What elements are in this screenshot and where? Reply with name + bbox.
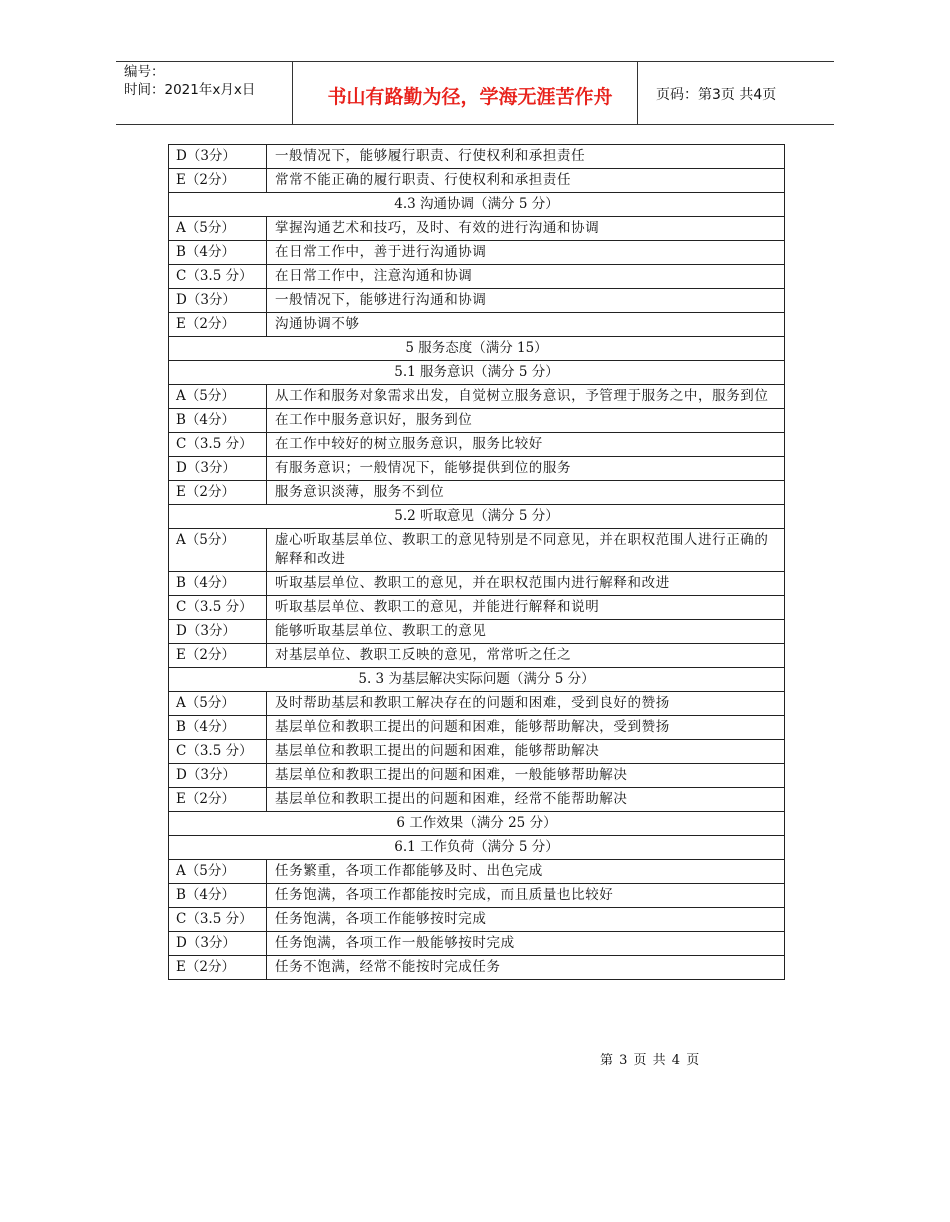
grade-cell: C（3.5 分） [169,596,267,620]
table-row [169,572,785,596]
grading-table-body [169,145,785,980]
section-header-row [169,812,785,836]
header-divider [637,62,638,124]
time-line: 时间：2021年x月x日 [124,82,256,98]
criteria-cell: 沟通协调不够 [267,313,785,337]
criteria-cell: 虚心听取基层单位、教职工的意见特别是不同意见，并在职权范围人进行正确的解释和改进 [267,529,785,572]
criteria-cell: 一般情况下，能够履行职责、行使权利和承担责任 [267,145,785,169]
table-row [169,433,785,457]
criteria-cell: 能够听取基层单位、教职工的意见 [267,620,785,644]
header-meta [124,62,292,124]
section-title: 6.1 工作负荷（满分 5 分） [169,836,785,860]
section-header-row [169,193,785,217]
criteria-cell: 及时帮助基层和教职工解决存在的问题和困难，受到良好的赞扬 [267,692,785,716]
table-row [169,481,785,505]
grade-cell: D（3分） [169,457,267,481]
grade-cell: C（3.5 分） [169,265,267,289]
table-row [169,145,785,169]
criteria-cell: 常常不能正确的履行职责、行使权利和承担责任 [267,169,785,193]
table-row [169,644,785,668]
table-row [169,409,785,433]
grade-cell: B（4分） [169,409,267,433]
criteria-cell: 基层单位和教职工提出的问题和困难，能够帮助解决，受到赞扬 [267,716,785,740]
id-label: 编号： [124,64,165,80]
table-row [169,764,785,788]
table-row [169,385,785,409]
table-row [169,289,785,313]
table-row [169,241,785,265]
table-row [169,169,785,193]
grade-cell: E（2分） [169,313,267,337]
criteria-cell: 任务饱满，各项工作都能按时完成，而且质量也比较好 [267,884,785,908]
table-row [169,788,785,812]
grade-cell: E（2分） [169,481,267,505]
criteria-cell: 服务意识淡薄，服务不到位 [267,481,785,505]
grade-cell: A（5分） [169,529,267,572]
table-row [169,596,785,620]
grade-cell: D（3分） [169,932,267,956]
grade-cell: D（3分） [169,764,267,788]
criteria-cell: 任务饱满，各项工作一般能够按时完成 [267,932,785,956]
section-title: 5.2 听取意见（满分 5 分） [169,505,785,529]
criteria-cell: 基层单位和教职工提出的问题和困难，经常不能帮助解决 [267,788,785,812]
grade-cell: E（2分） [169,644,267,668]
page-header [116,61,834,125]
criteria-cell: 在工作中较好的树立服务意识，服务比较好 [267,433,785,457]
page-footer: 第 3 页 共 4 页 [600,1053,701,1068]
section-header-row [169,337,785,361]
grade-cell: A（5分） [169,860,267,884]
table-row [169,217,785,241]
grade-cell: A（5分） [169,385,267,409]
criteria-cell: 对基层单位、教职工反映的意见，常常听之任之 [267,644,785,668]
criteria-cell: 基层单位和教职工提出的问题和困难，一般能够帮助解决 [267,764,785,788]
table-row [169,932,785,956]
section-header-row [169,361,785,385]
table-row [169,620,785,644]
grade-cell: C（3.5 分） [169,740,267,764]
grade-cell: B（4分） [169,572,267,596]
table-row [169,457,785,481]
table-row [169,716,785,740]
table-row [169,313,785,337]
grade-cell: D（3分） [169,145,267,169]
table-row [169,884,785,908]
grade-cell: E（2分） [169,169,267,193]
criteria-cell: 有服务意识；一般情况下，能够提供到位的服务 [267,457,785,481]
criteria-cell: 一般情况下，能够进行沟通和协调 [267,289,785,313]
table-row [169,692,785,716]
section-header-row [169,668,785,692]
grade-cell: B（4分） [169,884,267,908]
table-row [169,908,785,932]
grade-cell: C（3.5 分） [169,433,267,457]
header-motto: 书山有路勤为径，学海无涯苦作舟 [327,85,613,108]
criteria-cell: 掌握沟通艺术和技巧，及时、有效的进行沟通和协调 [267,217,785,241]
section-title: 4.3 沟通协调（满分 5 分） [169,193,785,217]
grade-cell: C（3.5 分） [169,908,267,932]
criteria-cell: 基层单位和教职工提出的问题和困难，能够帮助解决 [267,740,785,764]
grading-table [168,144,785,980]
criteria-cell: 在日常工作中，善于进行沟通协调 [267,241,785,265]
criteria-cell: 从工作和服务对象需求出发，自觉树立服务意识，予管理于服务之中，服务到位 [267,385,785,409]
section-header-row [169,505,785,529]
criteria-cell: 任务饱满，各项工作能够按时完成 [267,908,785,932]
table-row [169,740,785,764]
table-row [169,956,785,980]
section-title: 5. 3 为基层解决实际问题（满分 5 分） [169,668,785,692]
grade-cell: B（4分） [169,241,267,265]
criteria-cell: 听取基层单位、教职工的意见，并能进行解释和说明 [267,596,785,620]
criteria-cell: 任务繁重，各项工作都能够及时、出色完成 [267,860,785,884]
criteria-cell: 在工作中服务意识好，服务到位 [267,409,785,433]
grade-cell: D（3分） [169,620,267,644]
table-row [169,860,785,884]
grade-cell: E（2分） [169,788,267,812]
section-header-row [169,836,785,860]
grade-cell: A（5分） [169,692,267,716]
grade-cell: A（5分） [169,217,267,241]
table-row [169,529,785,572]
grade-cell: B（4分） [169,716,267,740]
section-title: 5.1 服务意识（满分 5 分） [169,361,785,385]
section-title: 6 工作效果（满分 25 分） [169,812,785,836]
criteria-cell: 在日常工作中，注意沟通和协调 [267,265,785,289]
criteria-cell: 任务不饱满，经常不能按时完成任务 [267,956,785,980]
header-divider [292,62,293,124]
grade-cell: E（2分） [169,956,267,980]
table-row [169,265,785,289]
header-page-info: 页码：第3页 共4页 [656,87,777,103]
criteria-cell: 听取基层单位、教职工的意见，并在职权范围内进行解释和改进 [267,572,785,596]
section-title: 5 服务态度（满分 15） [169,337,785,361]
grade-cell: D（3分） [169,289,267,313]
